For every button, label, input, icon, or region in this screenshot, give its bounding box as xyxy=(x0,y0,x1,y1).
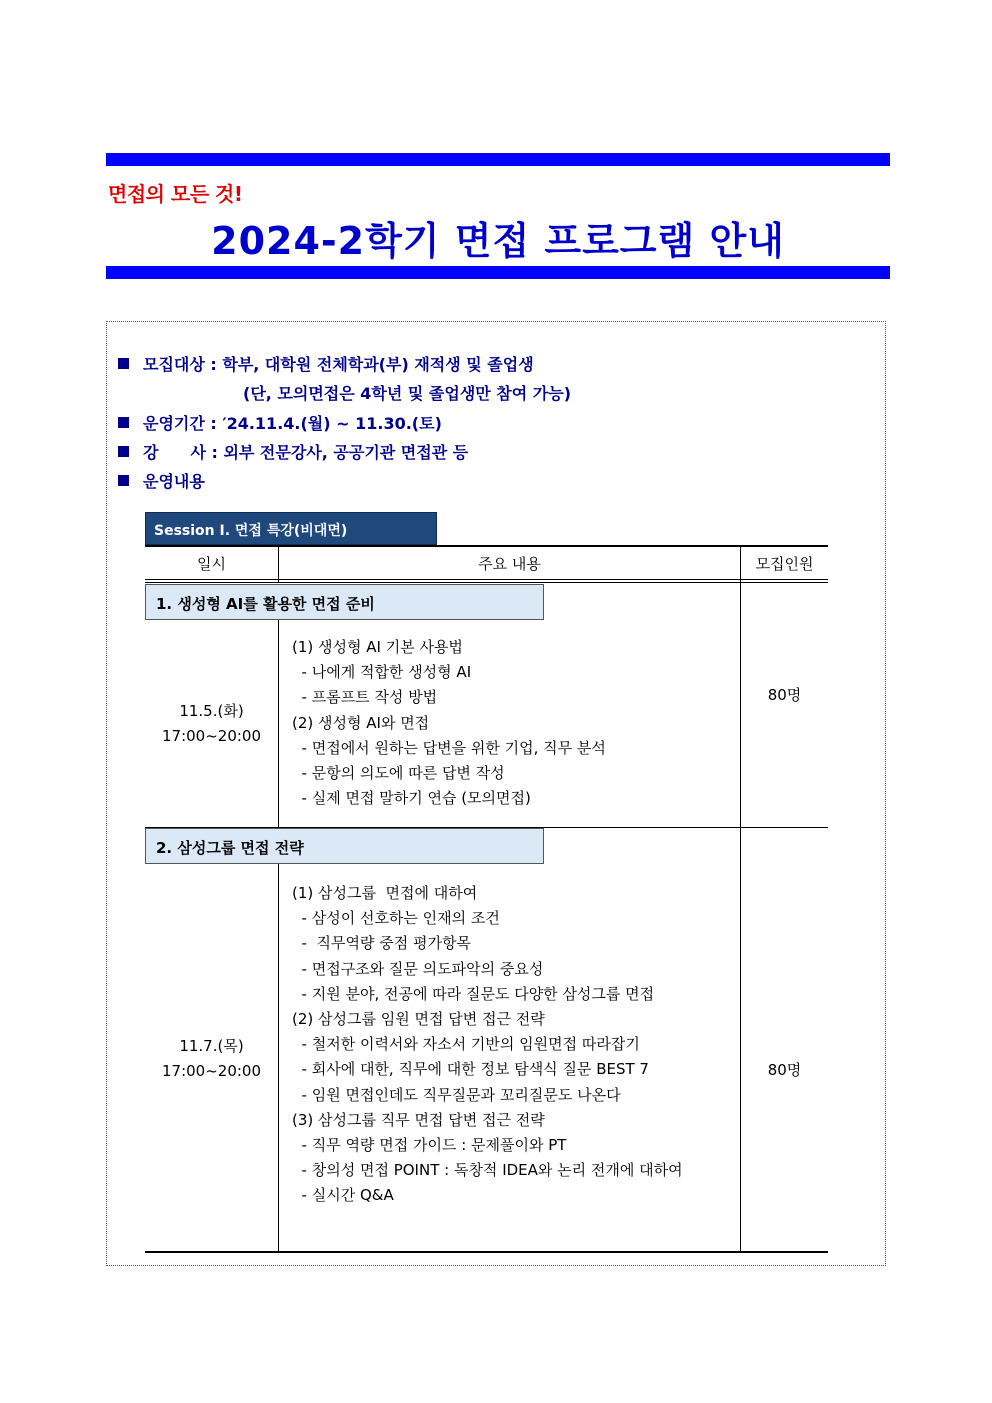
bottom-rule xyxy=(106,266,890,279)
content-line: - 직무역량 중점 평가항목 xyxy=(292,934,471,953)
square-bullet-icon xyxy=(118,358,129,369)
program-title: 1. 생성형 AI를 활용한 면접 준비 xyxy=(145,584,544,620)
square-bullet-icon xyxy=(118,417,129,428)
content-line: - 회사에 대한, 직무에 대한 정보 탐색식 질문 BEST 7 xyxy=(292,1060,649,1079)
header-content: 주요 내용 xyxy=(478,555,541,573)
content-line: (2) 생성형 AI와 면접 xyxy=(292,713,430,732)
content-line: - 프롬프트 작성 방법 xyxy=(292,688,438,707)
content-line: - 실시간 Q&A xyxy=(292,1186,394,1205)
program-count: 80명 xyxy=(767,1061,802,1079)
program-content xyxy=(292,635,606,811)
header-date: 일시 xyxy=(197,555,226,573)
content-line: - 면접에서 원하는 답변을 위한 기업, 직무 분석 xyxy=(292,738,606,757)
content-line: (1) 삼성그룹 면접에 대하여 xyxy=(292,884,478,902)
recruit-target: 모집대상 : 학부, 대학원 전체학과(부) 재적생 및 졸업생 xyxy=(118,352,534,375)
recruit-note: (단, 모의면접은 4학년 및 졸업생만 참여 가능) xyxy=(243,384,572,403)
lecturer: 강 사 : 외부 전문강사, 공공기관 면접관 등 xyxy=(118,440,468,463)
content-line: - 직무 역량 면접 가이드 : 문제풀이와 PT xyxy=(292,1136,567,1155)
content-line: - 철저한 이력서와 자소서 기반의 임원면접 따라잡기 xyxy=(292,1035,640,1054)
program-content xyxy=(292,881,683,1209)
column-divider xyxy=(278,620,279,1253)
program-date: 11.5.(화) 17:00~20:00 xyxy=(161,702,262,745)
content-line: - 창의성 면접 POINT : 독창적 IDEA와 논리 전개에 대하여 xyxy=(292,1161,683,1180)
content-line: - 문항의 의도에 따른 답변 작성 xyxy=(292,764,505,783)
content-line: - 임원 면접인데도 직무질문과 꼬리질문도 나온다 xyxy=(292,1085,621,1104)
square-bullet-icon xyxy=(118,475,129,486)
program-date: 11.7.(목) 17:00~20:00 xyxy=(161,1037,262,1080)
header-count: 모집인원 xyxy=(755,555,814,573)
program-count: 80명 xyxy=(767,686,802,704)
square-bullet-icon xyxy=(118,446,129,457)
table-header-border xyxy=(145,582,828,583)
session-tab: Session Ⅰ. 면접 특강(비대면) xyxy=(145,512,437,545)
content-line: - 면접구조와 질문 의도파악의 중요성 xyxy=(292,959,544,978)
top-rule xyxy=(106,153,890,166)
content-line: (1) 생성형 AI 기본 사용법 xyxy=(292,638,463,656)
page-subtitle: 면접의 모든 것! xyxy=(108,182,243,206)
content-line: - 지원 분야, 전공에 따라 질문도 다양한 삼성그룹 면접 xyxy=(292,984,655,1003)
table-bottom-border xyxy=(145,1251,828,1253)
operating-period: 운영기간 : ′24.11.4.(월) ~ 11.30.(토) xyxy=(118,411,442,434)
page-title: 2024-2학기 면접 프로그램 안내 xyxy=(211,219,785,263)
content-line: - 나에게 적합한 생성형 AI xyxy=(292,663,472,682)
content-line: - 삼성이 선호하는 인재의 조건 xyxy=(292,909,500,928)
operation-contents: 운영내용 xyxy=(118,469,205,492)
content-line: (2) 삼성그룹 임원 면접 답변 접근 전략 xyxy=(292,1010,545,1029)
table-header-border xyxy=(145,579,828,580)
content-line: (3) 삼성그룹 직무 면접 답변 접근 전략 xyxy=(292,1110,545,1129)
table-top-border xyxy=(145,545,828,547)
column-divider xyxy=(740,545,741,1253)
content-line: - 실제 면접 말하기 연습 (모의면접) xyxy=(292,789,531,808)
program-title: 2. 삼성그룹 면접 전략 xyxy=(145,828,544,864)
